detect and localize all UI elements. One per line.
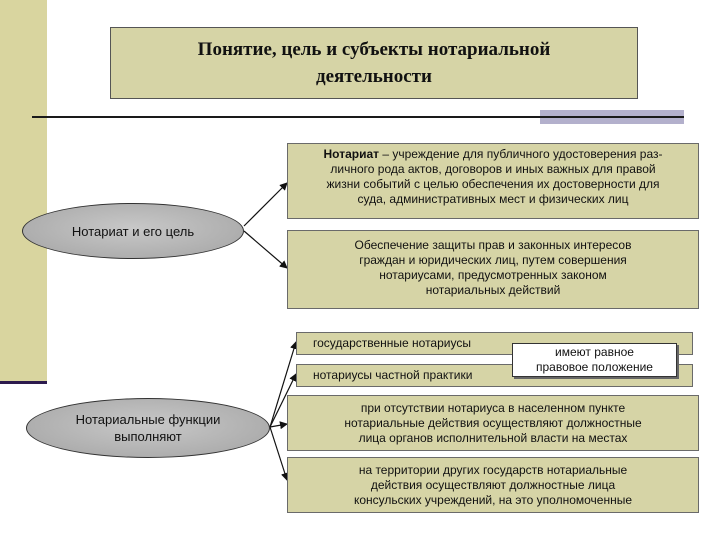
equal-status-label: имеют равное правовое положение (536, 345, 653, 374)
goal-ellipse-label: Нотариат и его цель (71, 223, 195, 239)
local-officials-text: при отсутствии нотариуса в населенном пункте нотариальные действия осуществляют должностные лица органов исполнительной власти на местах (344, 401, 642, 445)
state-notaries-label: государственные нотариусы (313, 336, 471, 350)
consular-officials-text: на территории других государств нотариальные действия осуществляют должностные лица консульских учреждений, на это уполномоченные (353, 463, 633, 507)
local-officials-box (287, 395, 699, 451)
arrow-to-local-officials (270, 424, 287, 427)
arrow-to-purpose (244, 231, 287, 268)
purpose-box (287, 230, 699, 309)
equal-status-box (512, 343, 677, 377)
definition-box (287, 143, 699, 219)
page-title: Понятие, цель и субъекты нотариальной деятельности (197, 39, 551, 87)
functions-ellipse-label: Нотариальные функции выполняют (75, 412, 221, 444)
definition-text: – учреждение для публичного удостоверения раз- личного рода актов, договоров и иных важных для правой жизни событий с целью обеспечения их достоверности для суда, административных мест и физических лиц (326, 147, 663, 206)
goal-ellipse (22, 203, 244, 259)
definition-term: Нотариат (323, 147, 380, 161)
private-notaries-label: нотариусы частной практики (313, 368, 473, 382)
functions-ellipse (26, 398, 270, 458)
consular-officials-box (287, 457, 699, 513)
arrow-to-consular-officials (270, 427, 287, 480)
arrow-to-definition (244, 183, 287, 226)
purpose-text: Обеспечение защиты прав и законных интересов граждан и юридических лиц, путем совершения нотариусами, предусмотренных законом нотариальных действий (354, 238, 632, 297)
